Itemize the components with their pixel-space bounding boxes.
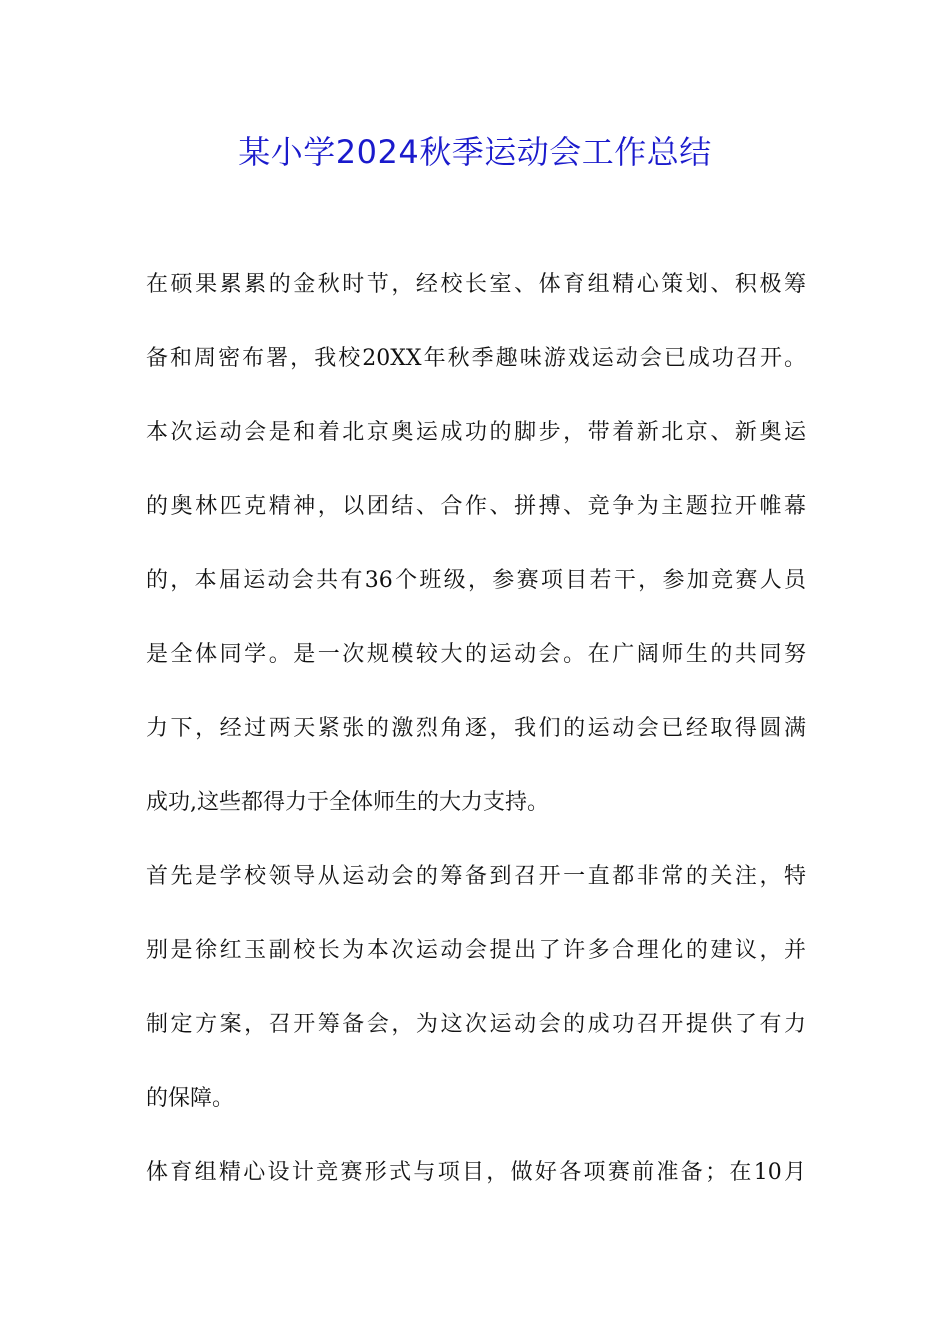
body-line-6: 是全体同学。是一次规模较大的运动会。在广阔师生的共同努 [146, 642, 806, 667]
body-line-8: 成功,这些都得力于全体师生的大力支持。 [146, 790, 549, 815]
body-line-13: 体育组精心设计竞赛形式与项目，做好各项赛前准备；在10月 [146, 1160, 806, 1185]
body-line-2: 备和周密布署，我校20XX年秋季趣味游戏运动会已成功召开。 [146, 346, 806, 371]
body-line-5: 的，本届运动会共有36个班级，参赛项目若干，参加竞赛人员 [146, 568, 806, 593]
document-title: 某小学2024秋季运动会工作总结 [238, 133, 712, 171]
body-line-11: 制定方案，召开筹备会，为这次运动会的成功召开提供了有力 [146, 1012, 806, 1037]
body-line-10: 别是徐红玉副校长为本次运动会提出了许多合理化的建议，并 [146, 938, 806, 963]
body-line-3: 本次运动会是和着北京奥运成功的脚步，带着新北京、新奥运 [146, 420, 806, 445]
body-line-9: 首先是学校领导从运动会的筹备到召开一直都非常的关注，特 [146, 864, 806, 889]
body-line-1: 在硕果累累的金秋时节，经校长室、体育组精心策划、积极筹 [146, 272, 806, 297]
body-line-12: 的保障。 [146, 1086, 235, 1111]
body-line-4: 的奥林匹克精神，以团结、合作、拼搏、竞争为主题拉开帷幕 [146, 494, 806, 519]
body-line-7: 力下，经过两天紧张的激烈角逐，我们的运动会已经取得圆满 [146, 716, 806, 741]
